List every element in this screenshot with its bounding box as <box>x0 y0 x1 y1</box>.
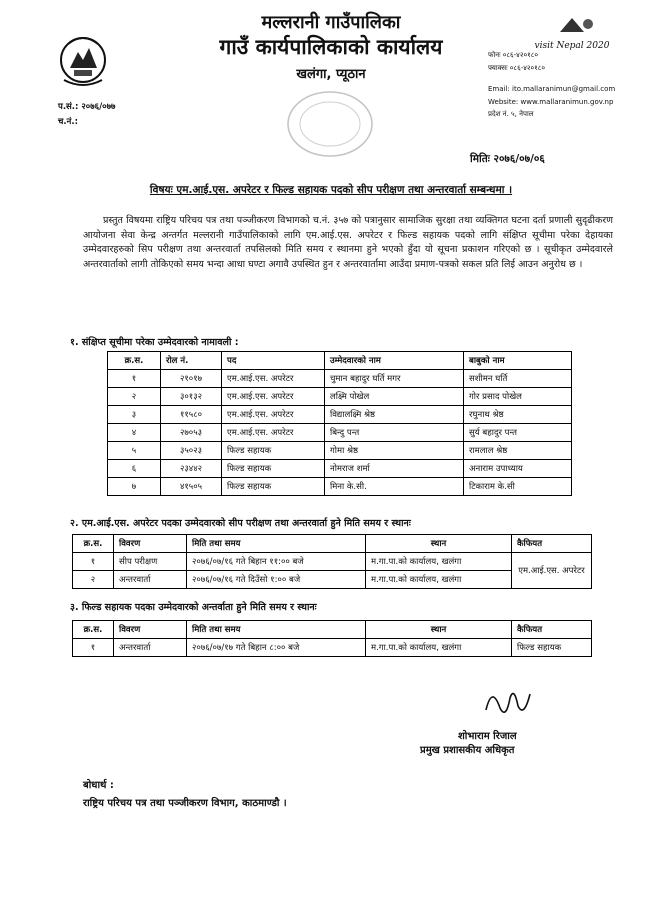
col-datetime: मिति तथा समय <box>187 621 366 639</box>
contact-province: प्रदेश नं. ५, नेपाल <box>488 110 534 118</box>
cell-sn: १ <box>108 370 161 388</box>
patra-sankhya: प.सं.: २०७६/०७७ <box>58 102 116 112</box>
cell-candidate: चुमान बहादुर घर्ति मगर <box>325 370 464 388</box>
table-header-row <box>73 535 592 553</box>
recipient-line: राष्ट्रिय परिचय पत्र तथा पञ्जीकरण विभाग, काठमाण्डौ । <box>83 798 287 809</box>
cell-candidate: मिना के.सी. <box>325 478 464 496</box>
col-place: स्थान <box>366 535 512 553</box>
signatory-title: प्रमुख प्रशासकीय अधिकृत <box>420 745 515 756</box>
cell-post: एम.आई.एस. अपरेटर <box>222 406 325 424</box>
cell-candidate: विद्यालक्ष्मि श्रेष्ठ <box>325 406 464 424</box>
col-detail: विवरण <box>114 621 187 639</box>
contact-website: Website: www.mallaranimun.gov.np <box>488 98 614 106</box>
table-row <box>108 388 572 406</box>
cell-roll: ११५८० <box>161 406 222 424</box>
cell-post: एम.आई.एस. अपरेटर <box>222 424 325 442</box>
cell-father: अनाराम उपाध्याय <box>464 460 572 478</box>
cell-post: फिल्ड सहायक <box>222 442 325 460</box>
cell-post: फिल्ड सहायक <box>222 460 325 478</box>
office-title: गाउँ कार्यपालिकाको कार्यालय <box>219 35 443 59</box>
table-row: २ अन्तरवार्ता २०७६/०७/१६ गते दिउँसो १:०० बजे म.गा.पा.को कार्यालय, खलंगा <box>73 571 592 589</box>
table-row <box>108 442 572 460</box>
table-row <box>108 478 572 496</box>
table-row: १ अन्तरवार्ता २०७६/०७/१७ गते बिहान ८:०० बजे म.गा.पा.को कार्यालय, खलंगा फिल्ड सहायक <box>73 639 592 657</box>
col-roll: रोल नं. <box>161 352 222 370</box>
remark-cell: एम.आई.एस. अपरेटर <box>512 553 592 589</box>
col-sn: क्र.स. <box>108 352 161 370</box>
letter-date: मितिः २०७६/०७/०६ <box>470 153 545 165</box>
signatory-name: शोभाराम रिजाल <box>458 731 517 742</box>
cell-father: रामलाल श्रेष्ठ <box>464 442 572 460</box>
col-place: स्थान <box>366 621 512 639</box>
cell-roll: २७०५३ <box>161 424 222 442</box>
chalani-number: च.नं.: <box>58 117 78 127</box>
office-location: खलंगा, प्यूठान <box>296 67 366 82</box>
table-row <box>108 406 572 424</box>
cell-sn: ४ <box>108 424 161 442</box>
table-row <box>108 460 572 478</box>
signature-scribble-icon <box>478 680 538 725</box>
table-row <box>108 370 572 388</box>
cell-post: एम.आई.एस. अपरेटर <box>222 388 325 406</box>
col-datetime: मिति तथा समय <box>187 535 366 553</box>
cell-roll: ३०१३२ <box>161 388 222 406</box>
cell-post: फिल्ड सहायक <box>222 478 325 496</box>
letter-body: प्रस्तुत विषयमा राष्ट्रिय परिचय पत्र तथा पञ्जीकरण विभागको च.नं. ३५७ को पत्रानुसार सामाजिक सुरक्षा तथा व्यक्तिगत घटना दर्ता प्रणाली सुदृढीकरण आयोजना सेवा केन्द्र अन्तर्गत मल्लरानी गाउँपालिकाको लागि एम.आई.एस. अपरेटर र फिल्ड सहायक पदको लागि संक्षिप्त सूचीमा परेका देहायका उम्मेदवारहरुको सिप परीक्षण तथा अन्तरवार्ता तपसिलको मिति समय र स्थानमा हुने भएको हुँदा यो सूचना प्रकाशन गरिएको छ । सूचीकृत उम्मेदवारले अन्तरवार्ताको लागी तोकिएको समय भन्दा आधा घण्टा अगावै उपस्थित हुन र अन्तरवार्तामा आउँदा प्रमाण-पत्रको सकल प्रति लिई आउन अनुरोध छ । <box>83 215 613 270</box>
cell-roll: ३५०२३ <box>161 442 222 460</box>
contact-fax: फ्याक्सः ०८६-४२०१८० <box>488 64 546 72</box>
cell-post: एम.आई.एस. अपरेटर <box>222 370 325 388</box>
cell-roll: २३४४२ <box>161 460 222 478</box>
interview-table <box>72 620 592 657</box>
letter-subject: विषयः एम.आई.एस. अपरेटर र फिल्ड सहायक पदको सीप परीक्षण तथा अन्तरवार्ता सम्बन्धमा । <box>149 184 513 196</box>
section1-heading: १. संक्षिप्त सूचीमा परेका उम्मेदवारको नामावली : <box>70 337 239 348</box>
cell-candidate: लक्ष्मि पोखेल <box>325 388 464 406</box>
municipality-name: मल्लरानी गाउँपालिका <box>261 12 401 33</box>
section3-heading: ३. फिल्ड सहायक पदका उम्मेदवारको अन्तर्वाता हुने मिति समय र स्थानः <box>70 602 317 613</box>
candidate-table <box>107 351 572 496</box>
bodhartha-label: बोधार्थ : <box>83 780 114 791</box>
contact-email: Email: ito.mallaranimun@gmail.com <box>488 85 616 93</box>
cell-roll: २१०१७ <box>161 370 222 388</box>
section2-heading: २. एम.आई.एस. अपरेटर पदका उम्मेदवारको सीप परीक्षण तथा अन्तरवार्ता हुने मिति समय र स्थानः <box>70 518 411 529</box>
office-stamp-icon <box>285 88 375 160</box>
cell-father: सुर्य बहादुर पन्त <box>464 424 572 442</box>
cell-candidate: गोमा श्रेष्ठ <box>325 442 464 460</box>
col-father: बाबुको नाम <box>464 352 572 370</box>
cell-sn: ५ <box>108 442 161 460</box>
col-remark: कैफियत <box>512 621 592 639</box>
cell-father: टिकाराम के.सी <box>464 478 572 496</box>
cell-sn: ६ <box>108 460 161 478</box>
cell-sn: ३ <box>108 406 161 424</box>
col-candidate: उम्मेदवारको नाम <box>325 352 464 370</box>
table-header-row <box>73 621 592 639</box>
contact-phone: फोनः ०८६-४२०१८० <box>488 51 539 59</box>
table-header-row <box>108 352 572 370</box>
col-sn: क्र.स. <box>73 535 114 553</box>
col-sn: क्र.स. <box>73 621 114 639</box>
visit-nepal-text: visit Nepal 2020 <box>534 41 610 51</box>
col-remark: कैफियत <box>512 535 592 553</box>
col-post: पद <box>222 352 325 370</box>
cell-roll: ४१५०५ <box>161 478 222 496</box>
table-row <box>108 424 572 442</box>
cell-sn: ७ <box>108 478 161 496</box>
cell-father: रघुनाथ श्रेष्ठ <box>464 406 572 424</box>
cell-father: सशीमन घर्ति <box>464 370 572 388</box>
col-detail: विवरण <box>114 535 187 553</box>
cell-candidate: नोमराज शर्मा <box>325 460 464 478</box>
cell-father: गोर प्रसाद पोखेल <box>464 388 572 406</box>
cell-sn: २ <box>108 388 161 406</box>
cell-candidate: बिन्दु पन्त <box>325 424 464 442</box>
table-row: १ सीप परीक्षण २०७६/०७/१६ गते बिहान ११:०० बजे म.गा.पा.को कार्यालय, खलंगा एम.आई.एस. अपरेटर <box>73 553 592 571</box>
skill-test-table <box>72 534 592 589</box>
